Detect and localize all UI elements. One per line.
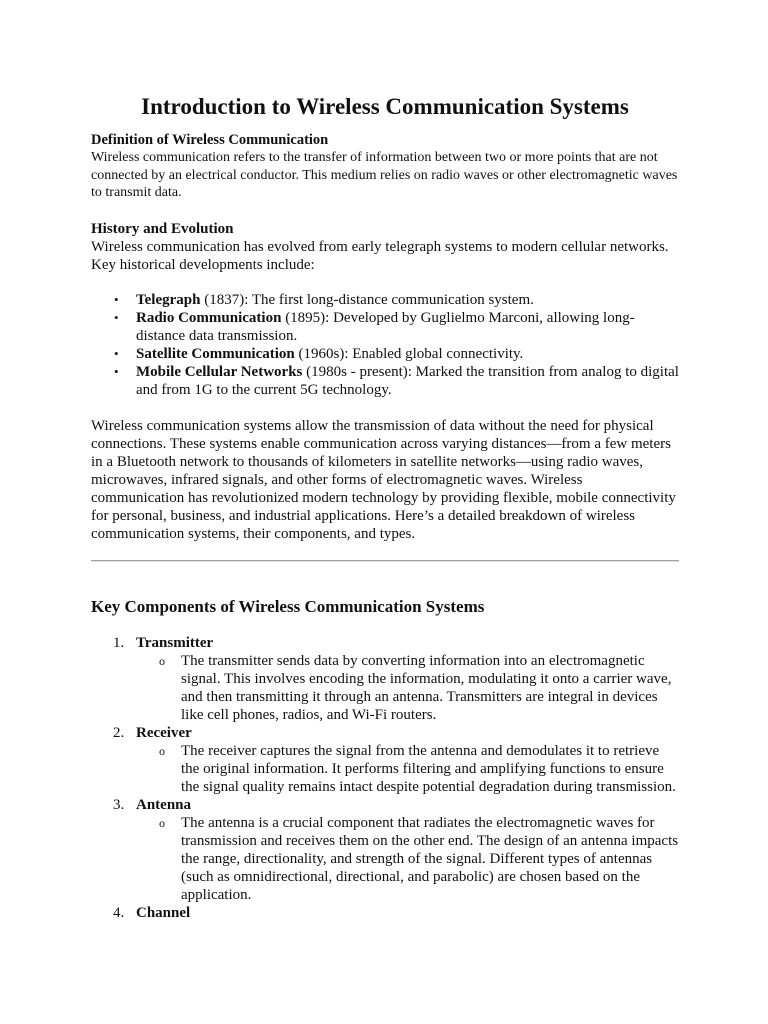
component-detail: The antenna is a crucial component that radiates the electromagnetic waves for transmission and receives them on the other end. The design of an antenna impacts the range, directionality, and strength of the signal. Different types of antennas (such as omnidirectional, directional, and parabolic) are chosen based on the application. — [181, 815, 679, 903]
component-detail-item — [136, 742, 679, 796]
history-list — [91, 291, 679, 399]
definition-section — [91, 131, 679, 202]
component-name: Receiver — [136, 725, 192, 741]
component-name: Channel — [136, 905, 191, 921]
list-number: 4. — [113, 905, 125, 921]
circle-bullet-icon: o — [159, 654, 165, 668]
definition-heading: Definition of Wireless Communication — [91, 132, 329, 148]
component-name: Antenna — [136, 797, 192, 813]
history-heading: History and Evolution — [91, 221, 234, 237]
component-item-transmitter — [91, 634, 679, 724]
history-item-detail: (1895): Developed by Guglielmo Marconi, allowing long-distance data transmission. — [136, 310, 635, 344]
bullet-icon: • — [114, 310, 119, 325]
list-number: 3. — [113, 797, 125, 813]
definition-text: Wireless communication refers to the transfer of information between two or more points that are not connected by an electrical conductor. This medium relies on radio waves or other electromagnetic waves to transmit data. — [91, 150, 678, 200]
history-item-name: Telegraph — [136, 292, 201, 308]
history-item-telegraph — [114, 291, 679, 309]
overview-paragraph: Wireless communication systems allow the transmission of data without the need for physical connections. These systems enable communication across varying distances—from a few meters in a Bluetooth network to thousands of kilometers in satellite networks—using radio waves, microwaves, infrared signals, and other forms of electromagnetic waves. Wireless communication has revolutionized modern technology by providing flexible, mobile connectivity for personal, business, and industrial applications. Here’s a detailed breakdown of wireless communication systems, their components, and types. — [91, 418, 676, 542]
bullet-icon: • — [114, 292, 119, 307]
component-name: Transmitter — [136, 635, 214, 651]
component-item-antenna — [91, 796, 679, 904]
history-item-cellular — [114, 363, 679, 399]
list-number: 2. — [113, 725, 125, 741]
bullet-icon: • — [114, 346, 119, 361]
history-item-name: Radio Communication — [136, 310, 282, 326]
history-item-name: Mobile Cellular Networks — [136, 364, 303, 380]
components-heading: Key Components of Wireless Communication Systems — [91, 597, 485, 616]
history-item-radio — [114, 309, 679, 345]
circle-bullet-icon: o — [159, 816, 165, 830]
bullet-icon: • — [114, 364, 119, 379]
history-item-name: Satellite Communication — [136, 346, 295, 362]
component-detail-item — [136, 814, 679, 904]
components-list — [91, 634, 679, 922]
history-item-satellite — [114, 345, 679, 363]
circle-bullet-icon: o — [159, 744, 165, 758]
history-item-detail: (1837): The first long-distance communication system. — [200, 292, 534, 308]
history-intro: Wireless communication has evolved from early telegraph systems to modern cellular networks. Key historical developments include: — [91, 239, 669, 273]
component-detail: The receiver captures the signal from the antenna and demodulates it to retrieve the original information. It performs filtering and amplifying functions to ensure the signal quality remains intact despite potential degradation during transmission. — [181, 743, 676, 795]
component-detail-item — [136, 652, 679, 724]
horizontal-divider — [91, 560, 679, 562]
history-item-detail: (1960s): Enabled global connectivity. — [294, 346, 524, 362]
history-section — [91, 220, 679, 399]
list-number: 1. — [113, 635, 125, 651]
page-title: Introduction to Wireless Communication Systems — [141, 94, 629, 119]
history-item-detail: (1980s - present): Marked the transition from analog to digital and from 1G to the current 5G technology. — [136, 364, 679, 398]
component-detail: The transmitter sends data by converting information into an electromagnetic signal. This involves encoding the information, modulating it onto a carrier wave, and then transmitting it through an antenna. Transmitters are integral in devices like cell phones, radios, and Wi-Fi routers. — [181, 653, 672, 723]
component-item-receiver — [91, 724, 679, 796]
component-item-channel — [91, 904, 679, 922]
